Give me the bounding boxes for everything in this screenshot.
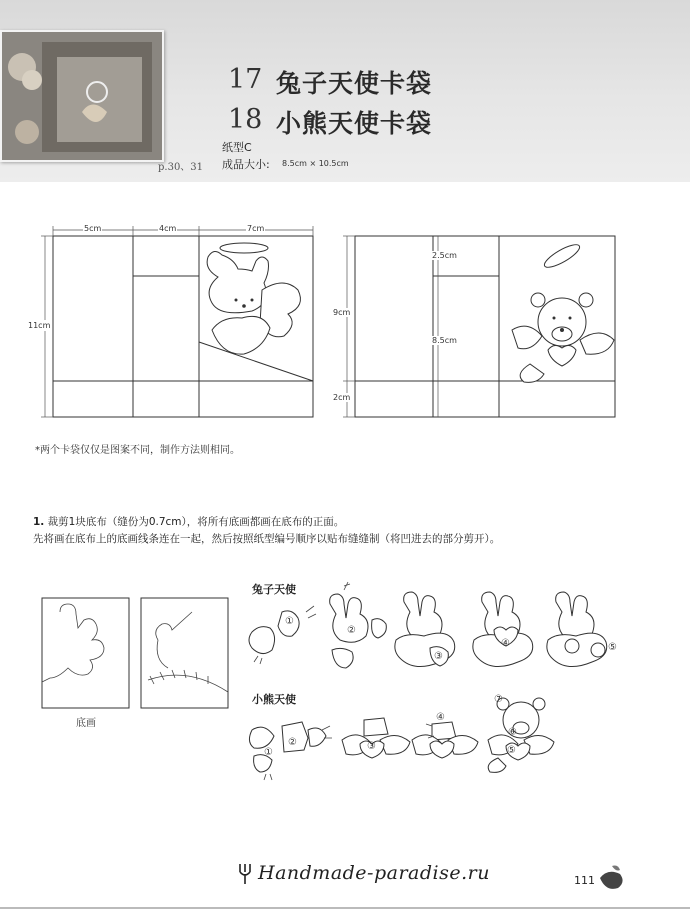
project-title-rabbit: 兔子天使卡袋 bbox=[276, 69, 433, 98]
bear-angel-label: 小熊天使 bbox=[252, 693, 296, 706]
dim-4cm: 4cm bbox=[159, 224, 177, 233]
base-drawing-label: 底画 bbox=[76, 718, 96, 729]
dim-11cm: 11cm bbox=[28, 321, 51, 330]
project-title-bear: 小熊天使卡袋 bbox=[276, 109, 433, 138]
bear-step-num-4: ④ bbox=[436, 712, 445, 723]
dim-7cm: 7cm bbox=[247, 224, 265, 233]
page-reference: p.30、31 bbox=[158, 162, 204, 173]
step-1-text-1: 裁剪1块底布（缝份为0.7cm），将所有底画都画在底布的正面。 bbox=[47, 516, 345, 528]
project-number-18: 18 bbox=[228, 104, 263, 135]
size-label: 成品大小: bbox=[222, 158, 270, 171]
bear-step-num-7: ⑦ bbox=[494, 694, 503, 705]
bear-step-num-2: ② bbox=[288, 737, 297, 748]
pattern-type: 纸型C bbox=[222, 141, 252, 154]
rabbit-step-num-3: ③ bbox=[434, 651, 443, 662]
fork-icon-shape bbox=[236, 862, 254, 884]
fork-icon bbox=[236, 862, 254, 884]
page-number: 111 bbox=[574, 874, 595, 887]
bear-step-num-1: ① bbox=[264, 747, 273, 758]
bear-step-num-5: ⑤ bbox=[507, 745, 516, 756]
dim-5cm: 5cm bbox=[84, 224, 102, 233]
rabbit-step-num-4: ④ bbox=[501, 638, 510, 649]
note-text: *两个卡袋仅仅是图案不同，制作方法则相同。 bbox=[35, 445, 240, 456]
step-1-number: 1. bbox=[33, 516, 45, 528]
watermark-text: Handmade-paradise.ru bbox=[258, 862, 490, 884]
rabbit-step-num-1: ① bbox=[285, 616, 294, 627]
dim-2cm: 2cm bbox=[333, 393, 351, 402]
size-value: 8.5cm × 10.5cm bbox=[282, 159, 349, 168]
step-1-line-2: 先将画在底布上的底画线条连在一起，然后按照纸型编号顺序以贴布缝缝制（将凹进去的部分剪开）。 bbox=[33, 533, 501, 545]
dim-9cm: 9cm bbox=[333, 308, 351, 317]
bear-step-num-3: ③ bbox=[367, 741, 376, 752]
rabbit-step-num-5: ⑤ bbox=[608, 642, 617, 653]
project-number-17: 17 bbox=[228, 64, 263, 95]
rabbit-angel-label: 兔子天使 bbox=[252, 583, 296, 596]
dim-2-5cm: 2.5cm bbox=[432, 251, 457, 260]
rabbit-step-num-2: ② bbox=[347, 625, 356, 636]
dim-8-5cm: 8.5cm bbox=[432, 336, 457, 345]
bear-step-num-6: ⑥ bbox=[508, 727, 517, 738]
